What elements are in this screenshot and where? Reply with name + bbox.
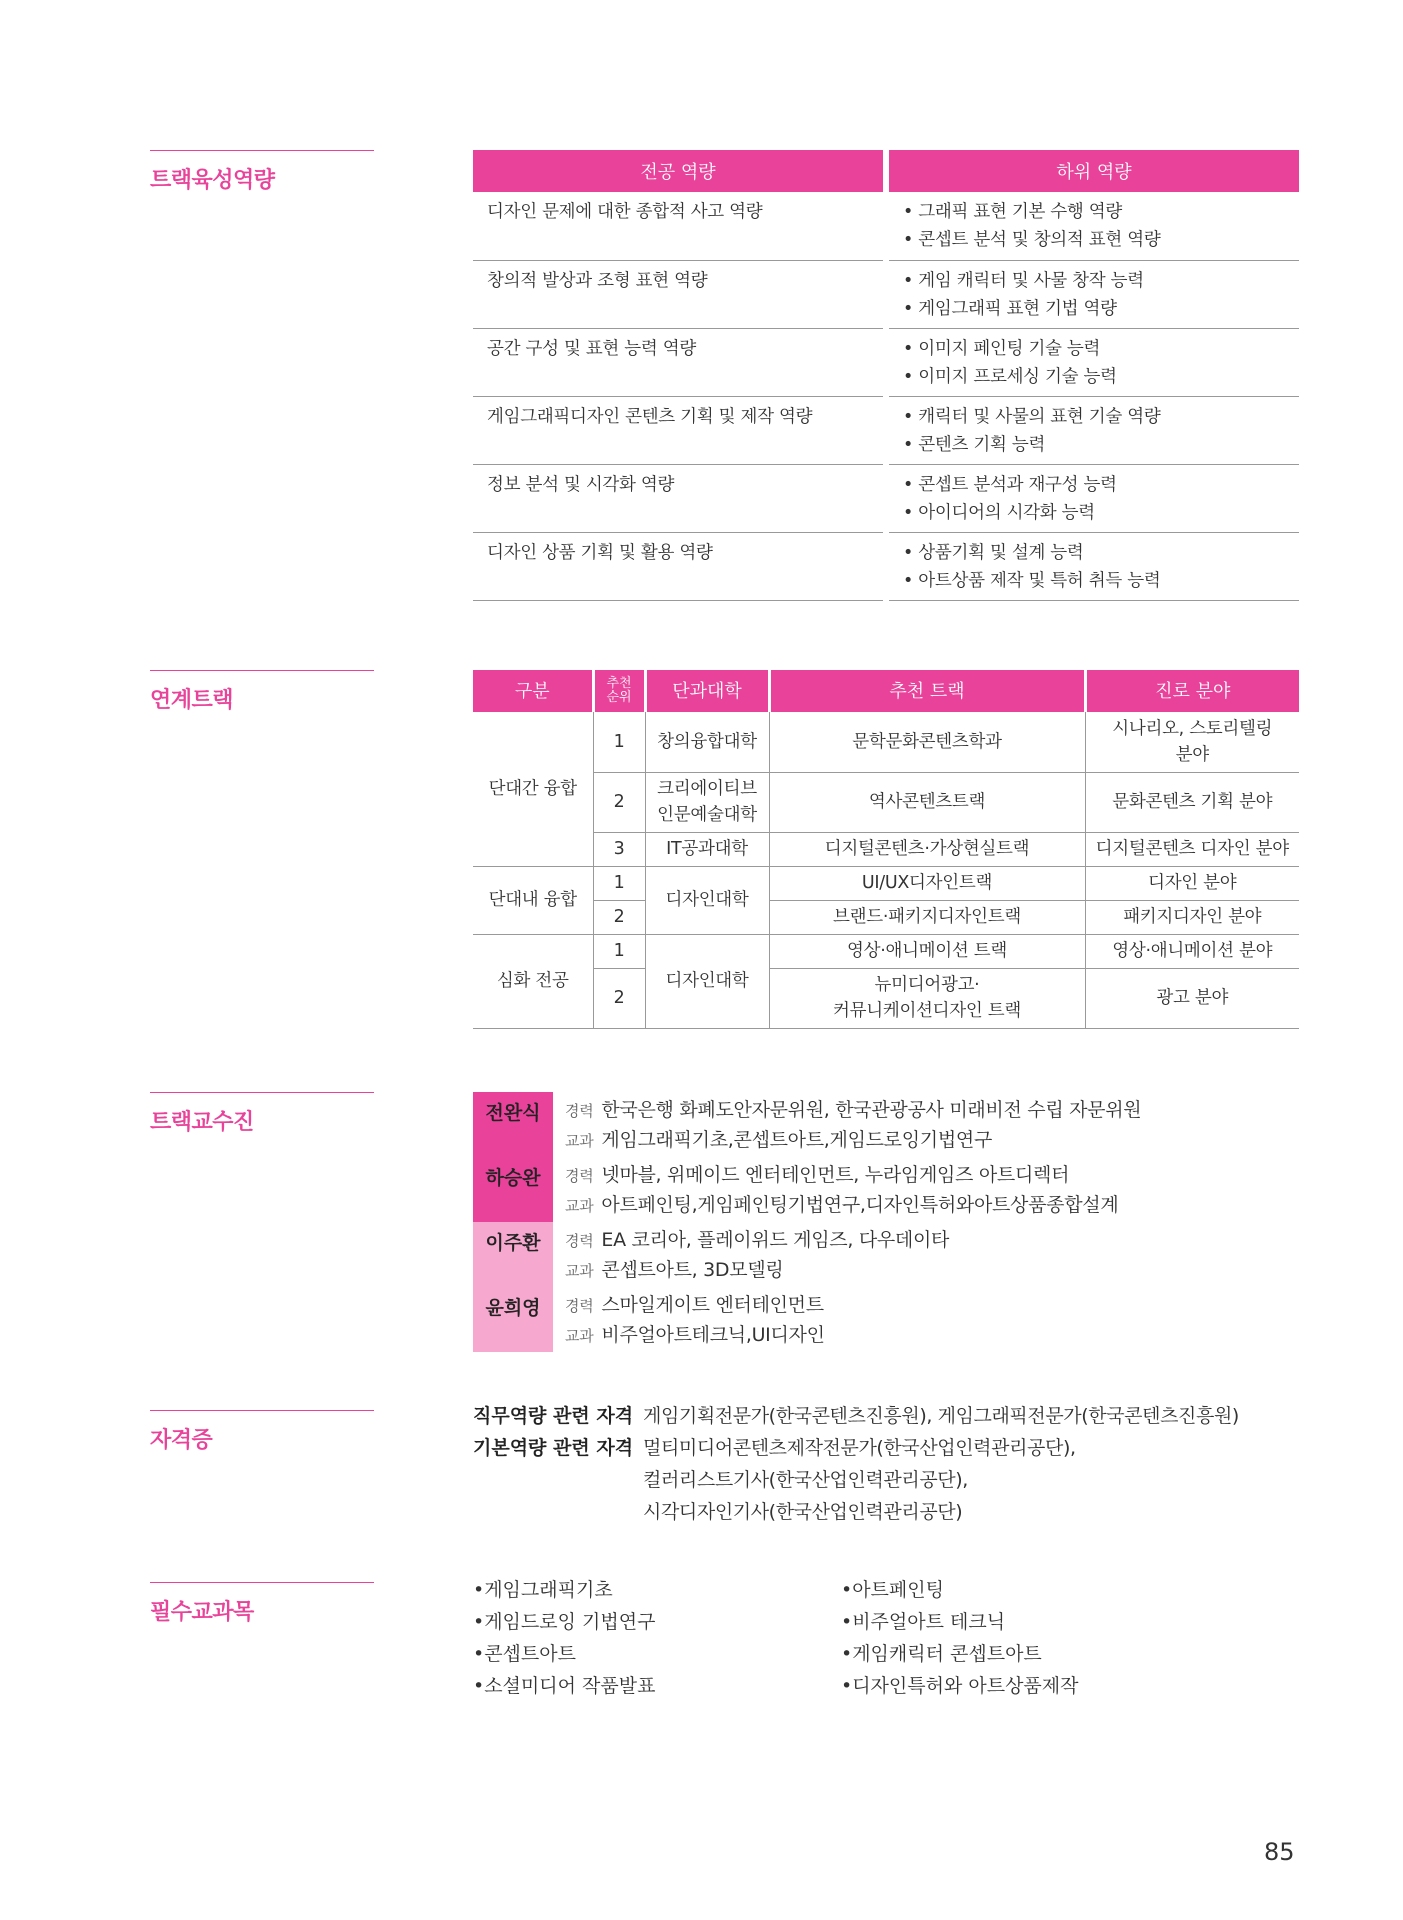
table-row — [473, 712, 1299, 772]
college-cell: 디자인대학 — [645, 866, 769, 934]
list-item: •소셜미디어 작품발표 — [473, 1675, 656, 1697]
rank-cell: 2 — [593, 968, 645, 1028]
cert-basic-values: 멀티미디어콘텐츠제작전문가(한국산업인력관리공단), 컬러리스트기사(한국산업인력관리공단), 시각디자인기사(한국산업인력관리공단) — [643, 1437, 1076, 1523]
table-row — [473, 832, 1299, 866]
major-competency: 디자인 문제에 대한 종합적 사고 역량 — [473, 192, 886, 260]
faculty-courses: 교과 비주얼아트테크닉,UI디자인 — [565, 1324, 825, 1346]
career-cell: 디자인 분야 — [1085, 866, 1299, 900]
major-competency: 정보 분석 및 시각화 역량 — [473, 464, 886, 532]
college-cell: IT공과대학 — [645, 832, 769, 866]
faculty-item — [473, 1092, 1299, 1157]
faculty-career: 경력 넷마블, 위메이드 엔터테인먼트, 누라임게임즈 아트디렉터 — [565, 1164, 1070, 1186]
track-cell: UI/UX디자인트랙 — [769, 866, 1085, 900]
certificates — [473, 1400, 1313, 1528]
table-row — [473, 192, 1299, 260]
header-group: 구분 — [473, 670, 593, 712]
table-row — [473, 968, 1299, 1028]
faculty-career: 경력 스마일게이트 엔터테인먼트 — [565, 1294, 824, 1316]
header-career: 진로 분야 — [1085, 670, 1299, 712]
college-cell: 창의융합대학 — [645, 712, 769, 772]
cert-basic-label: 기본역량 관련 자격 — [473, 1437, 634, 1459]
career-cell: 영상·애니메이션 분야 — [1085, 934, 1299, 968]
group-advanced: 심화 전공 — [473, 934, 593, 1028]
list-item: •게임드로잉 기법연구 — [473, 1611, 656, 1633]
table-row — [473, 464, 1299, 532]
faculty-courses: 교과 콘셉트아트, 3D모델링 — [565, 1259, 784, 1281]
section-label-courses: 필수교과목 — [150, 1582, 374, 1626]
header-major-competency: 전공 역량 — [473, 150, 886, 192]
table-row — [473, 934, 1299, 968]
faculty-name: 하승완 — [473, 1157, 553, 1222]
career-cell: 패키지디자인 분야 — [1085, 900, 1299, 934]
list-item: •비주얼아트 테크닉 — [841, 1611, 1006, 1633]
header-sub-competency: 하위 역량 — [886, 150, 1299, 192]
major-competency: 게임그래픽디자인 콘텐츠 기획 및 제작 역량 — [473, 396, 886, 464]
major-competency: 디자인 상품 기획 및 활용 역량 — [473, 532, 886, 600]
table-row — [473, 396, 1299, 464]
sub-competency: • 상품기획 및 설계 능력 • 아트상품 제작 및 특허 취득 능력 — [886, 532, 1299, 600]
group-intra: 단대내 융합 — [473, 866, 593, 934]
faculty-name: 이주환 — [473, 1222, 553, 1287]
table-row — [473, 900, 1299, 934]
faculty-name: 윤희영 — [473, 1287, 553, 1352]
track-cell: 문학문화콘텐츠학과 — [769, 712, 1085, 772]
major-competency: 창의적 발상과 조형 표현 역량 — [473, 260, 886, 328]
track-cell: 디지털콘텐츠·가상현실트랙 — [769, 832, 1085, 866]
courses-left-column — [473, 1574, 873, 1702]
section-label-linked: 연계트랙 — [150, 670, 374, 714]
table-row — [473, 772, 1299, 832]
college-cell: 크리에이티브 인문예술대학 — [645, 772, 769, 832]
faculty-item — [473, 1222, 1299, 1287]
faculty-courses: 교과 게임그래픽기초,콘셉트아트,게임드로잉기법연구 — [565, 1129, 993, 1151]
college-cell: 디자인대학 — [645, 934, 769, 1028]
faculty-courses: 교과 아트페인팅,게임페인팅기법연구,디자인특허와아트상품종합설계 — [565, 1194, 1119, 1216]
cert-job-label: 직무역량 관련 자격 — [473, 1405, 634, 1427]
track-cell: 역사콘텐츠트랙 — [769, 772, 1085, 832]
page-number: 85 — [1264, 1838, 1295, 1866]
section-label-competency: 트랙육성역량 — [150, 150, 374, 194]
linked-track-table — [473, 670, 1299, 1029]
header-rank: 추천 순위 — [593, 670, 645, 712]
sub-competency: • 콘셉트 분석과 재구성 능력 • 아이디어의 시각화 능력 — [886, 464, 1299, 532]
career-cell: 디지털콘텐츠 디자인 분야 — [1085, 832, 1299, 866]
courses-right-column — [841, 1574, 1241, 1702]
rank-cell: 2 — [593, 900, 645, 934]
career-cell: 시나리오, 스토리텔링 분야 — [1085, 712, 1299, 772]
sub-competency: • 게임 캐릭터 및 사물 창작 능력 • 게임그래픽 표현 기법 역량 — [886, 260, 1299, 328]
rank-cell: 1 — [593, 866, 645, 900]
group-inter: 단대간 융합 — [473, 712, 593, 866]
section-label-faculty: 트랙교수진 — [150, 1092, 374, 1136]
list-item: •디자인특허와 아트상품제작 — [841, 1675, 1079, 1697]
career-cell: 광고 분야 — [1085, 968, 1299, 1028]
list-item: •게임캐릭터 콘셉트아트 — [841, 1643, 1042, 1665]
header-college: 단과대학 — [645, 670, 769, 712]
cert-basic-row — [473, 1432, 1313, 1528]
track-cell: 뉴미디어광고· 커뮤니케이션디자인 트랙 — [769, 968, 1085, 1028]
cert-job-row — [473, 1400, 1313, 1432]
faculty-name: 전완식 — [473, 1092, 553, 1157]
rank-cell: 3 — [593, 832, 645, 866]
section-label-certs: 자격증 — [150, 1410, 374, 1454]
sub-competency: • 이미지 페인팅 기술 능력 • 이미지 프로세싱 기술 능력 — [886, 328, 1299, 396]
rank-cell: 1 — [593, 934, 645, 968]
list-item: •게임그래픽기초 — [473, 1579, 613, 1601]
track-cell: 브랜드·패키지디자인트랙 — [769, 900, 1085, 934]
cert-job-value: 게임기획전문가(한국콘텐츠진흥원), 게임그래픽전문가(한국콘텐츠진흥원) — [643, 1405, 1239, 1427]
header-track: 추천 트랙 — [769, 670, 1085, 712]
sub-competency: • 캐릭터 및 사물의 표현 기술 역량 • 콘텐츠 기획 능력 — [886, 396, 1299, 464]
track-cell: 영상·애니메이션 트랙 — [769, 934, 1085, 968]
faculty-item — [473, 1287, 1299, 1352]
list-item: •아트페인팅 — [841, 1579, 944, 1601]
rank-cell: 1 — [593, 712, 645, 772]
competency-table — [473, 150, 1299, 601]
major-competency: 공간 구성 및 표현 능력 역량 — [473, 328, 886, 396]
list-item: •콘셉트아트 — [473, 1643, 576, 1665]
faculty-list — [473, 1092, 1299, 1352]
career-cell: 문화콘텐츠 기획 분야 — [1085, 772, 1299, 832]
rank-cell: 2 — [593, 772, 645, 832]
table-row — [473, 328, 1299, 396]
table-row — [473, 532, 1299, 600]
faculty-career: 경력 EA 코리아, 플레이위드 게임즈, 다우데이타 — [565, 1229, 950, 1251]
faculty-career: 경력 한국은행 화폐도안자문위원, 한국관광공사 미래비전 수립 자문위원 — [565, 1099, 1142, 1121]
faculty-item — [473, 1157, 1299, 1222]
sub-competency: • 그래픽 표현 기본 수행 역량 • 콘셉트 분석 및 창의적 표현 역량 — [886, 192, 1299, 260]
table-row — [473, 260, 1299, 328]
table-row — [473, 866, 1299, 900]
